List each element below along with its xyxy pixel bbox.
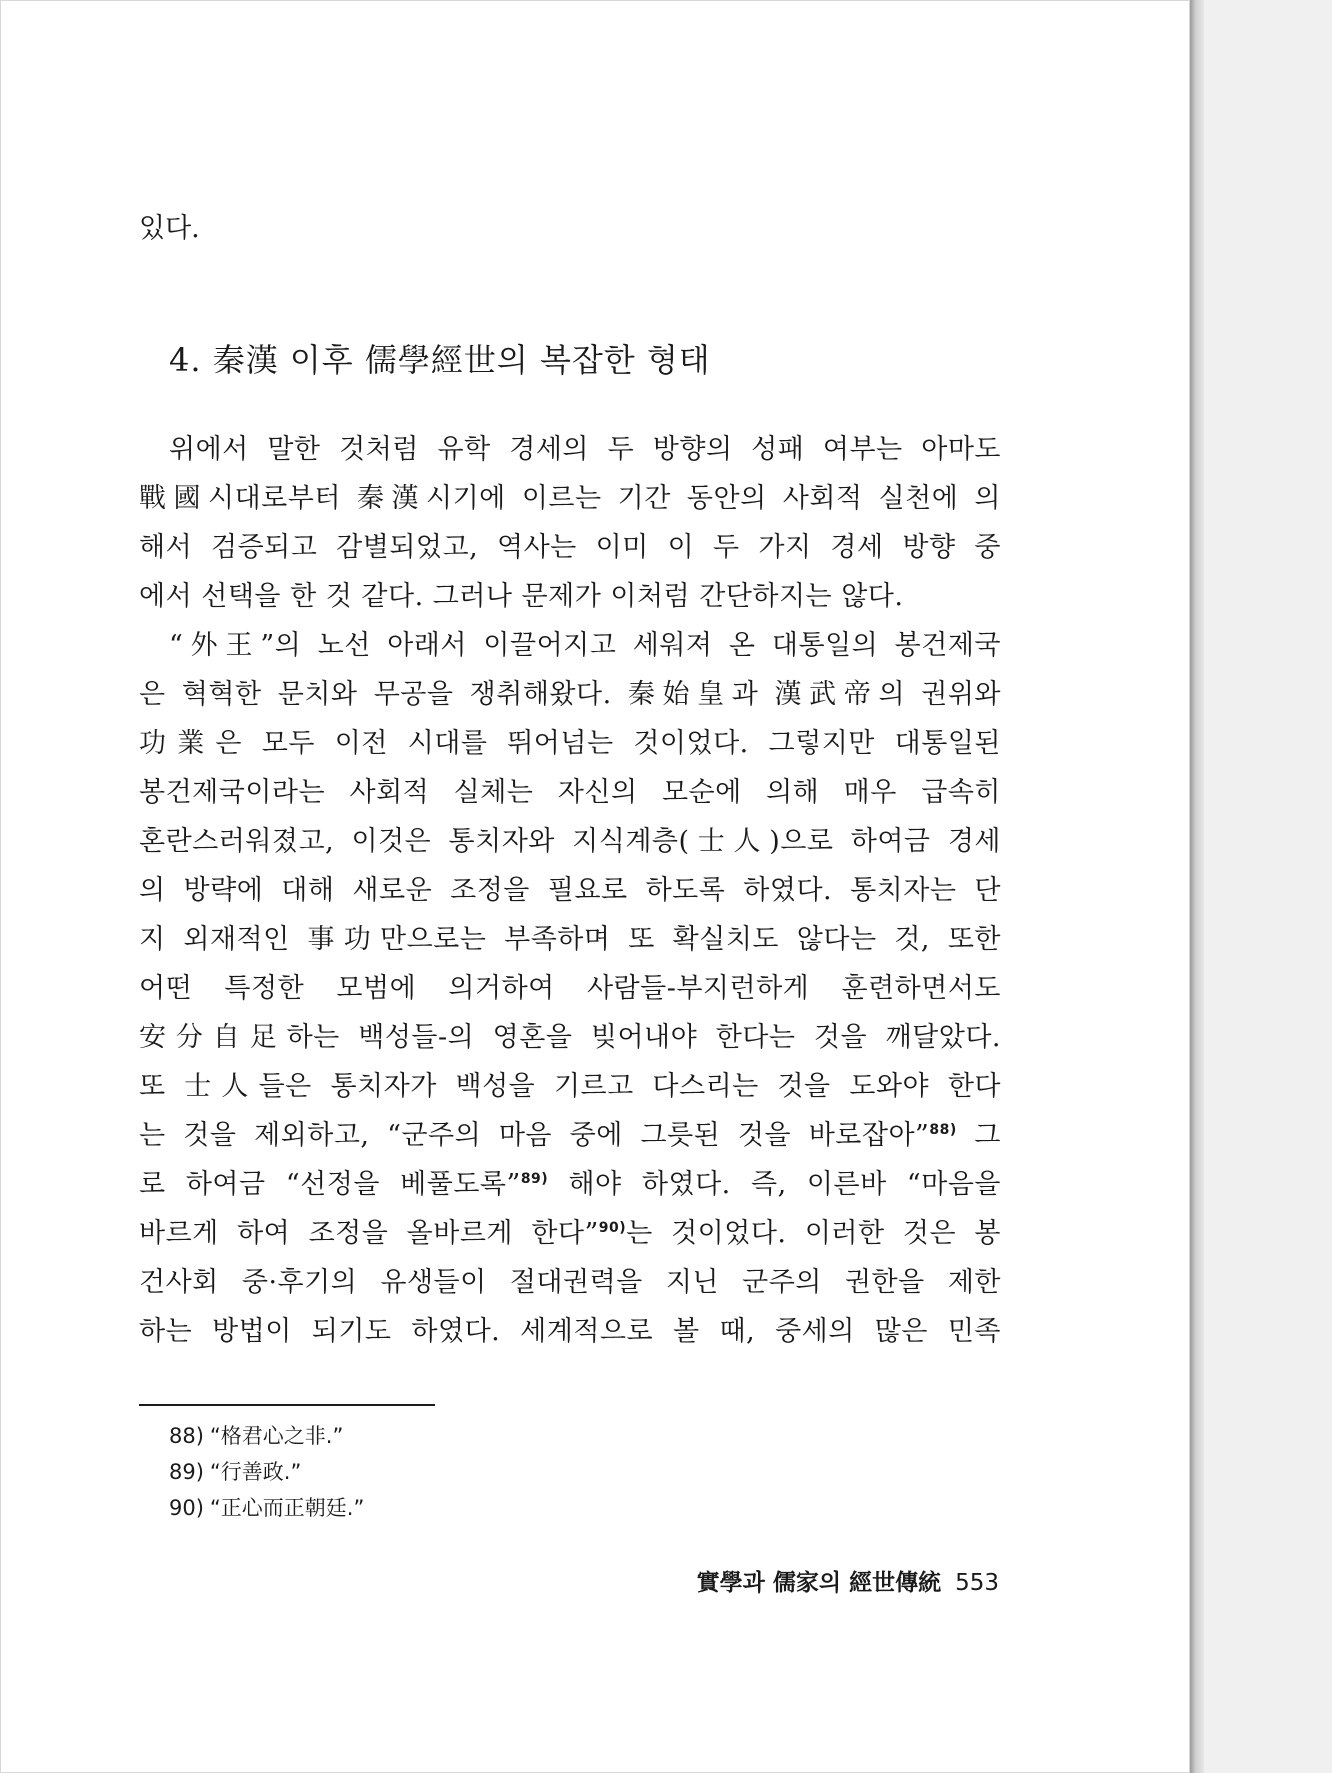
body-line: 功業은 모두 이전 시대를 뛰어넘는 것이었다. 그렇지만 대통일된 — [139, 728, 1001, 759]
body-line: 위에서 말한 것처럼 유학 경세의 두 방향의 성패 여부는 아마도 — [169, 434, 1001, 465]
page-edge-shadow — [1190, 0, 1204, 1773]
body-line-with-footnote-ref — [139, 1218, 1001, 1250]
footnote-90 — [169, 1494, 364, 1522]
continued-text-fragment: 있다. — [139, 213, 200, 244]
page-number: 553 — [955, 1570, 999, 1596]
footnote-text: “格君心之非.” — [209, 1424, 344, 1448]
body-line-segment: 는 것을 제외하고, “군주의 마음 중에 그릇된 것을 바로잡아” — [139, 1120, 930, 1151]
body-line: 혼란스러워졌고, 이것은 통치자와 지식계층(士人)으로 하여금 경세 — [139, 826, 1001, 857]
body-line: 건사회 중·후기의 유생들이 절대권력을 지닌 군주의 권한을 제한 — [139, 1267, 1001, 1298]
footnote-divider — [139, 1404, 435, 1406]
running-title: 實學과 儒家의 經世傳統 — [696, 1569, 942, 1596]
body-line: 해서 검증되고 감별되었고, 역사는 이미 이 두 가지 경세 방향 중 — [139, 532, 1001, 563]
footnote-ref-88[interactable]: 88) — [929, 1122, 957, 1138]
body-line-segment: 그 — [956, 1120, 1001, 1151]
body-line: 지 외재적인 事功만으로는 부족하며 또 확실치도 않다는 것, 또한 — [139, 924, 1001, 955]
body-line-segment: 로 하여금 “선정을 베풀도록” — [139, 1169, 521, 1200]
body-line-segment: 해야 하였다. 즉, 이른바 “마음을 — [548, 1169, 1001, 1200]
body-line: 安分自足하는 백성들-의 영혼을 빚어내야 한다는 것을 깨달았다. — [139, 1022, 1001, 1053]
footnote-ref-90[interactable]: 90) — [598, 1220, 627, 1236]
body-line-segment: 바르게 하여 조정을 올바르게 한다” — [139, 1218, 599, 1249]
section-heading: 4. 秦漢 이후 儒學經世의 복잡한 형태 — [169, 341, 711, 379]
footnote-number: 90) — [169, 1496, 204, 1520]
footnote-89 — [169, 1458, 301, 1486]
body-line: 하는 방법이 되기도 하였다. 세계적으로 볼 때, 중세의 많은 민족 — [139, 1316, 1001, 1347]
body-line-segment: 는 것이었다. 이러한 것은 봉 — [626, 1218, 1001, 1249]
body-line-with-footnote-ref — [139, 1120, 1001, 1152]
body-line: 봉건제국이라는 사회적 실체는 자신의 모순에 의해 매우 급속히 — [139, 777, 1001, 808]
footnote-text: “正心而正朝廷.” — [209, 1496, 365, 1520]
body-line-with-footnote-ref — [139, 1169, 1001, 1201]
footnote-number: 88) — [169, 1424, 204, 1448]
body-line: 에서 선택을 한 것 같다. 그러나 문제가 이처럼 간단하지는 않다. — [139, 581, 904, 612]
body-line: 의 방략에 대해 새로운 조정을 필요로 하도록 하였다. 통치자는 단 — [139, 875, 1001, 906]
body-line: 어떤 특정한 모범에 의거하여 사람들-부지런하게 훈련하면서도 — [139, 973, 1001, 1004]
footnote-ref-89[interactable]: 89) — [520, 1171, 549, 1187]
body-line: 은 혁혁한 문치와 무공을 쟁취해왔다. 秦始皇과 漢武帝의 권위와 — [139, 679, 1001, 710]
running-footer — [697, 1568, 999, 1598]
body-line: “外王”의 노선 아래서 이끌어지고 세워져 온 대통일의 봉건제국 — [169, 630, 1001, 661]
footnote-text: “行善政.” — [209, 1460, 302, 1484]
footnote-88 — [169, 1422, 343, 1450]
footnote-number: 89) — [169, 1460, 204, 1484]
body-line: 또 士人들은 통치자가 백성을 기르고 다스리는 것을 도와야 한다 — [139, 1071, 1001, 1102]
body-line: 戰國시대로부터 秦漢시기에 이르는 기간 동안의 사회적 실천에 의 — [139, 483, 1001, 514]
